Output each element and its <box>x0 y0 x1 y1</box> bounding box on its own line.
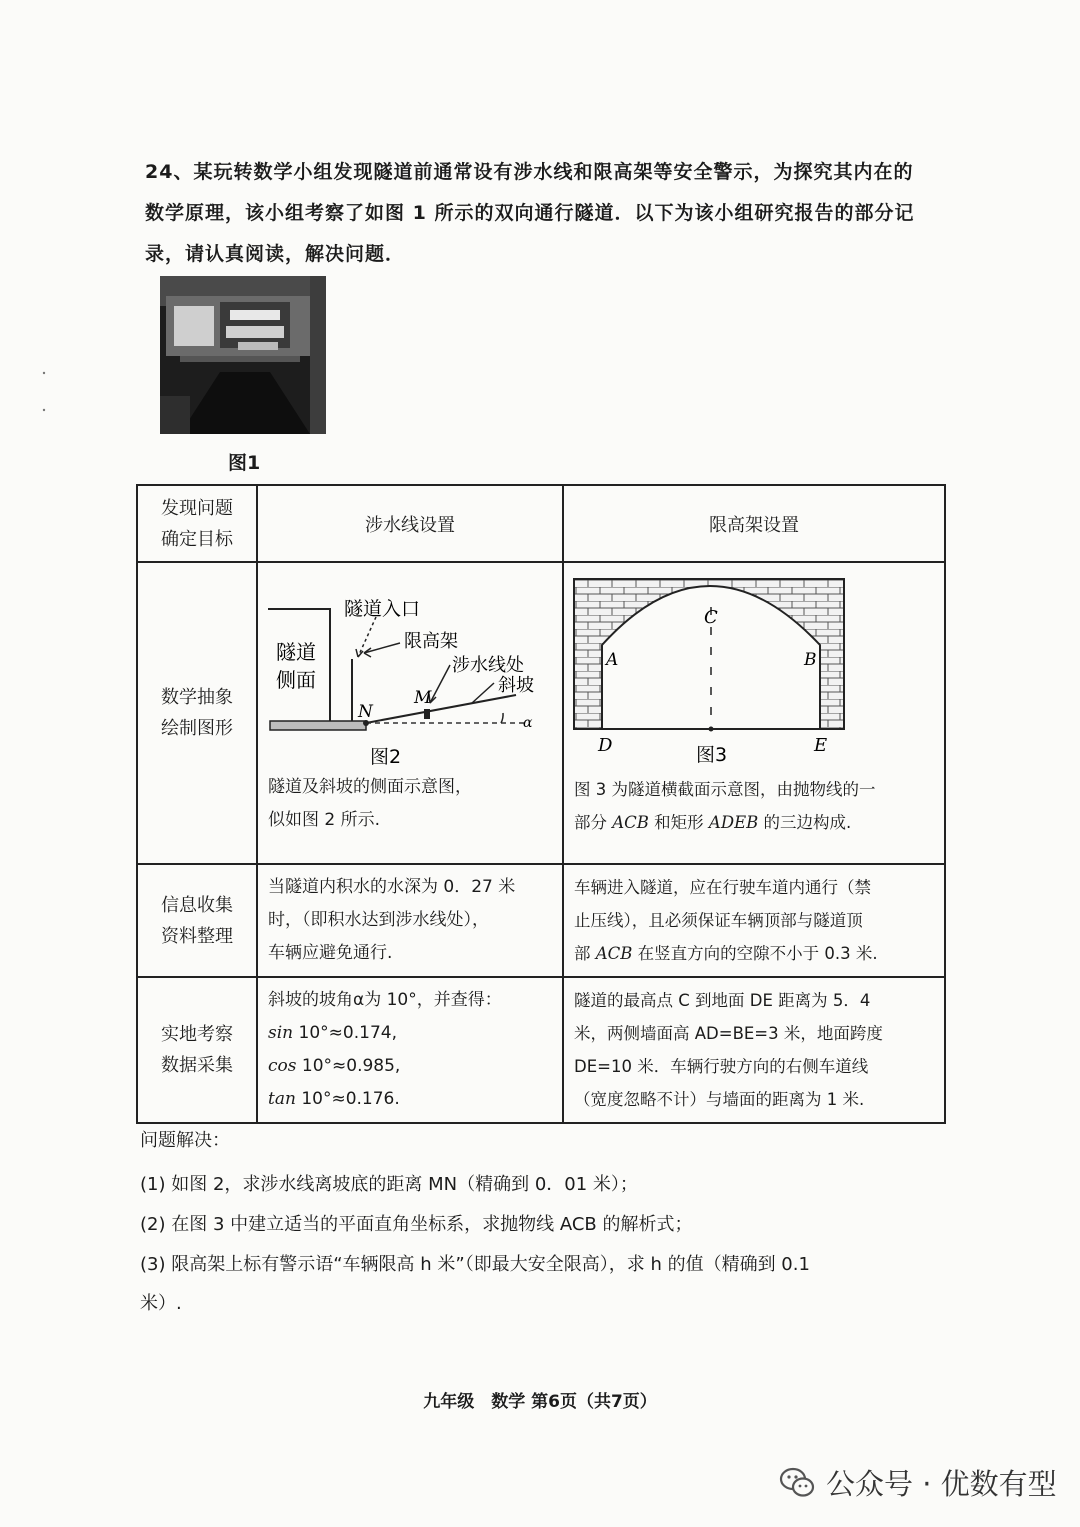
water-depth-info-cell <box>257 864 563 977</box>
trig-function: tan <box>268 1089 296 1109</box>
row-header-line: 实地考察 <box>161 1024 233 1045</box>
data-line: DE=10 米．车辆行驶方向的右侧车道线 <box>574 1057 869 1076</box>
research-report-table <box>136 484 946 1124</box>
intro-line-1: 24、某玩转数学小组发现隧道前通常设有涉水线和限高架等安全警示，为探究其内在的 <box>145 161 914 183</box>
question-3-continued: 米）. <box>140 1293 182 1314</box>
trig-value: 10°≈0.176. <box>295 1089 400 1109</box>
label-angle-alpha: α <box>523 715 533 731</box>
ground-center-dot <box>709 727 714 732</box>
figure-1-caption: 图1 <box>228 452 261 474</box>
label-tunnel-entrance: 隧道入口 <box>344 598 421 620</box>
description-line <box>574 806 936 839</box>
column-title-water-line: 涉水线设置 <box>257 485 563 562</box>
label-height-limit: 限高架 <box>404 631 458 652</box>
label-point-m: M <box>414 688 432 708</box>
data-line: 斜坡的坡角α为 10°，并查得： <box>268 990 502 1010</box>
slope-line <box>366 695 516 723</box>
info-text: 部 <box>574 944 596 963</box>
tunnel-measurements <box>564 978 944 1122</box>
info-line <box>574 937 936 970</box>
row-header-line: 信息收集 <box>161 894 233 916</box>
trig-function: cos <box>268 1056 297 1076</box>
angle-arc <box>501 713 503 723</box>
label-point-c: C <box>704 607 718 628</box>
slope-data-cell <box>257 977 563 1123</box>
label-tunnel-side-2: 侧面 <box>276 668 316 692</box>
description-line: 似如图 2 所示. <box>268 810 381 830</box>
tunnel-photo-illustration <box>160 276 326 434</box>
trig-value: 10°≈0.174, <box>293 1023 397 1043</box>
row-header-line: 发现问题 <box>161 497 233 519</box>
ground-strip <box>270 721 366 730</box>
data-line <box>268 1083 554 1116</box>
table-row <box>137 864 945 977</box>
description-line: 隧道及斜坡的侧面示意图， <box>268 777 472 797</box>
description-text: 和矩形 <box>648 813 709 832</box>
table-row <box>137 485 945 562</box>
description-line: 图 3 为隧道横截面示意图，由抛物线的一 <box>574 780 876 799</box>
entrance-arrow-head <box>356 649 363 657</box>
problem-intro <box>145 152 935 275</box>
data-line: 米，两侧墙面高 AD=BE=3 米，地面跨度 <box>574 1024 883 1043</box>
curve-acb: ACB <box>595 944 633 963</box>
row-header <box>137 977 257 1123</box>
row-header-line: 数据采集 <box>161 1055 233 1076</box>
page-footer: 九年级 数学 第6页（共7页） <box>423 1392 657 1412</box>
info-line: 时，（即积水达到涉水线处）， <box>268 910 489 930</box>
table-row <box>137 977 945 1123</box>
watermark <box>778 1462 1057 1503</box>
tunnel-photo <box>160 276 326 434</box>
info-line: 止压线），且必须保证车辆顶部与隧道顶 <box>574 911 863 930</box>
water-depth-info <box>258 865 562 976</box>
figure-3-diagram <box>564 573 946 773</box>
curve-acb: ACB <box>612 813 649 832</box>
row-header <box>137 562 257 864</box>
rectangle-adeb: ADEB <box>708 813 759 832</box>
question-2: (2) 在图 3 中建立适当的平面直角坐标系，求抛物线 ACB 的解析式； <box>140 1214 693 1235</box>
trig-function: sin <box>268 1023 294 1043</box>
label-slope: 斜坡 <box>498 675 534 696</box>
tunnel-side-outline <box>268 609 330 721</box>
data-line <box>268 1050 554 1083</box>
figure-2-cell <box>257 562 563 864</box>
column-title-height-limit: 限高架设置 <box>563 485 945 562</box>
figure-2-diagram <box>258 571 564 771</box>
tunnel-measurements-cell <box>563 977 945 1123</box>
figure-2-description <box>258 771 562 843</box>
info-text: 在竖直方向的空隙不小于 0.3 米. <box>632 944 878 963</box>
intro-line-3: 录，请认真阅读，解决问题． <box>145 243 406 265</box>
label-point-b: B <box>804 650 817 670</box>
description-text: 的三边构成. <box>758 813 852 832</box>
description-text: 部分 <box>574 813 613 832</box>
label-tunnel-side-1: 隧道 <box>276 640 316 664</box>
vehicle-clearance-info-cell <box>563 864 945 977</box>
question-1: (1) 如图 2，求涉水线离坡底的距离 MN（精确到 0．01 米）； <box>140 1174 638 1195</box>
info-line: 车辆进入隧道，应在行驶车道内通行（禁 <box>574 878 871 897</box>
water-line-marker <box>424 709 430 719</box>
label-point-n: N <box>358 702 373 722</box>
label-point-a: A <box>606 650 619 670</box>
label-point-d: D <box>598 735 613 756</box>
figure-3-description <box>564 773 944 845</box>
row-header-line: 资料整理 <box>161 925 233 947</box>
trig-value: 10°≈0.985, <box>296 1056 401 1076</box>
water-line-arrow <box>430 665 450 703</box>
label-water-line: 涉水线处 <box>452 655 524 676</box>
data-line <box>268 1017 554 1050</box>
data-line: （宽度忽略不计）与墙面的距离为 1 米. <box>574 1090 865 1109</box>
wechat-icon <box>778 1464 816 1502</box>
row-header-line: 确定目标 <box>161 528 233 550</box>
height-limit-arrow <box>364 643 400 653</box>
row-header <box>137 485 257 562</box>
row-header-line: 数学抽象 <box>161 687 233 708</box>
row-header <box>137 864 257 977</box>
data-line: 隧道的最高点 C 到地面 DE 距离为 5．4 <box>574 991 871 1010</box>
table-row <box>137 562 945 864</box>
watermark-text: 公众号 · 优数有型 <box>826 1467 1057 1501</box>
row-header-line: 绘制图形 <box>161 718 233 739</box>
intro-line-2: 数学原理，该小组考察了如图 1 所示的双向通行隧道．以下为该小组研究报告的部分记 <box>145 202 915 224</box>
figure-3-caption: 图3 <box>696 744 728 766</box>
info-line: 当隧道内积水的水深为 0．27 米 <box>268 877 516 897</box>
vehicle-clearance-info <box>564 865 944 976</box>
margin-dots <box>42 370 46 420</box>
info-line: 车辆应避免通行. <box>268 943 393 963</box>
label-point-e: E <box>814 735 828 756</box>
slope-data <box>258 978 562 1122</box>
questions-heading: 问题解决： <box>140 1130 230 1151</box>
figure-3-cell <box>563 562 945 864</box>
figure-2-caption: 图2 <box>370 746 402 768</box>
question-3: (3) 限高架上标有警示语“车辆限高 h 米”（即最大安全限高），求 h 的值（精确到 0.1 <box>140 1254 810 1275</box>
